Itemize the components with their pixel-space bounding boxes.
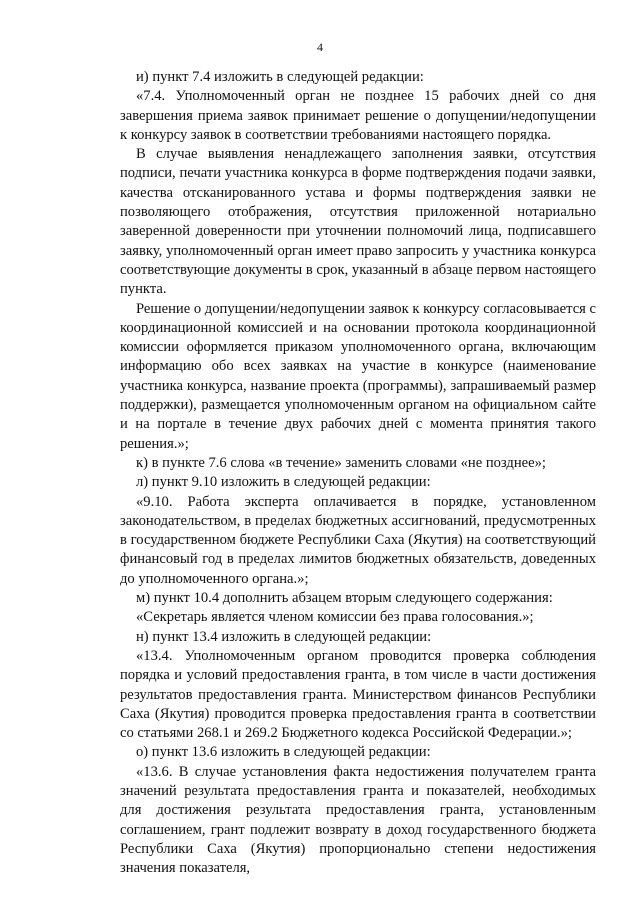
paragraph-amendment-k: к) в пункте 7.6 слова «в течение» заменить словами «не позднее»; [136,454,546,471]
paragraph-13-4: «13.4. Уполномоченным органом проводится проверка соблюдения порядка и условий предоставления гранта, в том числе в части достижения результатов предоставления гранта. Министерством финансов Республики Саха (Якутия) проводится проверка предоставления гранта в соответствии со статьями 268.1 и 269.2 Бюджетного кодекса Российской Федерации.»; [120,647,596,742]
paragraph-amendment-o: о) пункт 13.6 изложить в следующей редакции: [136,744,431,761]
paragraph-7-4-improper-filling: В случае выявления ненадлежащего заполнения заявки, отсутствия подписи, печати участника конкурса в форме подтверждения подачи заявки, качества отсканированного устава и формы подтверждения заявки не позволяющего отображения, отсутствия приложенной нотариально заверенной доверенности при уточнении полномочий лица, подписавшего заявку, уполномоченный орган имеет право запросить у участника конкурса соответствующие документы в срок, указанный в абзаце первом настоящего пункта. [120,146,596,298]
paragraph-7-4: «7.4. Уполномоченный орган не позднее 15 рабочих дней со дня завершения приема заявок принимает решение о допущении/недопущении к конкурсу заявок в соответствии требованиями настоящего порядка. [120,88,596,143]
paragraph-amendment-l: л) пункт 9.10 изложить в следующей редакции: [136,474,431,491]
paragraph-7-4-decision: Решение о допущении/недопущении заявок к конкурсу согласовывается с координационной комиссией и на основании протокола координационной комиссии оформляется приказом уполномоченного органа, включающим информацию обо всех заявках на участие в конкурсе (наименование участника конкурса, название проекта (программы), запрашиваемый размер поддержки), размещается уполномоченным органом на официальном сайте и на портале в течение двух рабочих дней с момента принятия такого решения.»; [120,300,597,452]
document-body [120,68,596,878]
paragraph-13-6: «13.6. В случае установления факта недостижения получателем гранта значений результата предоставления гранта и показателей, необходимых для достижения результата предоставления гранта, установленным соглашением, грант подлежит возврату в доход государственного бюджета Республики Саха (Якутия) пропорционально степени недостижения значения показателя, [120,763,596,877]
paragraph-10-4-secretary: «Секретарь является членом комиссии без права голосования.»; [136,609,534,626]
paragraph-amendment-m: м) пункт 10.4 дополнить абзацем вторым следующего содержания: [136,590,553,607]
page-number: 4 [317,40,323,54]
paragraph-amendment-i: и) пункт 7.4 изложить в следующей редакции: [136,69,424,85]
paragraph-9-10: «9.10. Работа эксперта оплачивается в порядке, установленном законодательством, в пределах бюджетных ассигнований, предусмотренных в государственном бюджете Республики Саха (Якутия) на соответствующий финансовый год в пределах лимитов бюджетных обязательств, доведенных до уполномоченного органа.»; [120,493,596,587]
paragraph-amendment-n: н) пункт 13.4 изложить в следующей редакции: [136,628,432,645]
